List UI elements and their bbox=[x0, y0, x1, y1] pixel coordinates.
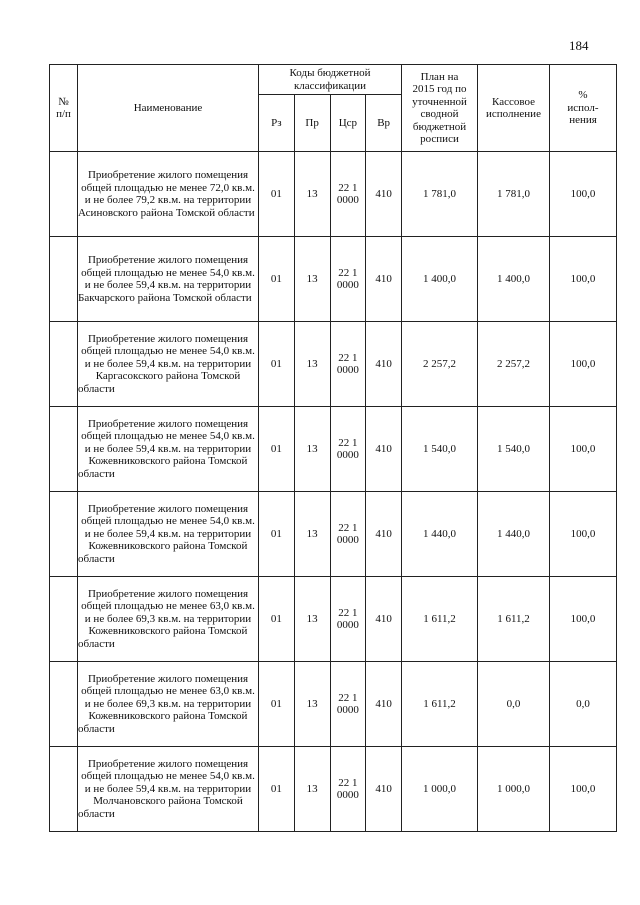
cell-plan: 1 611,2 bbox=[402, 577, 478, 662]
cell-plan: 1 440,0 bbox=[402, 492, 478, 577]
header-pr: Пр bbox=[294, 95, 330, 152]
cell-vr: 410 bbox=[366, 322, 402, 407]
header-rz: Рз bbox=[259, 95, 295, 152]
cell-name: Приобретение жилого помещения общей площадью не менее 54,0 кв.м. и не более 59,4 кв.м. на территории Бакчарского района Томской области bbox=[78, 237, 259, 322]
table-row bbox=[50, 407, 617, 492]
cell-rz: 01 bbox=[259, 747, 295, 832]
cell-number bbox=[50, 407, 78, 492]
cell-csr: 22 1 0000 bbox=[330, 662, 366, 747]
cell-csr: 22 1 0000 bbox=[330, 152, 366, 237]
cell-cash: 2 257,2 bbox=[478, 322, 550, 407]
cell-csr: 22 1 0000 bbox=[330, 577, 366, 662]
cell-pr: 13 bbox=[294, 322, 330, 407]
cell-rz: 01 bbox=[259, 577, 295, 662]
cell-percent: 100,0 bbox=[550, 577, 617, 662]
cell-csr: 22 1 0000 bbox=[330, 407, 366, 492]
cell-pr: 13 bbox=[294, 237, 330, 322]
cell-pr: 13 bbox=[294, 577, 330, 662]
cell-plan: 1 540,0 bbox=[402, 407, 478, 492]
cell-number bbox=[50, 237, 78, 322]
header-name: Наименование bbox=[78, 65, 259, 152]
cell-pr: 13 bbox=[294, 747, 330, 832]
cell-percent: 100,0 bbox=[550, 407, 617, 492]
header-number: № п/п bbox=[50, 65, 78, 152]
page-number: 184 bbox=[569, 38, 589, 53]
cell-cash: 1 400,0 bbox=[478, 237, 550, 322]
cell-cash: 1 611,2 bbox=[478, 577, 550, 662]
cell-pr: 13 bbox=[294, 152, 330, 237]
cell-percent: 0,0 bbox=[550, 662, 617, 747]
cell-plan: 1 611,2 bbox=[402, 662, 478, 747]
cell-name: Приобретение жилого помещения общей площадью не менее 54,0 кв.м. и не более 59,4 кв.м. на территории Каргасокского района Томской области bbox=[78, 322, 259, 407]
cell-plan: 2 257,2 bbox=[402, 322, 478, 407]
cell-name: Приобретение жилого помещения общей площадью не менее 54,0 кв.м. и не более 59,4 кв.м. на территории Кожевниковского района Томской области bbox=[78, 492, 259, 577]
table-row bbox=[50, 237, 617, 322]
cell-pr: 13 bbox=[294, 407, 330, 492]
cell-plan: 1 781,0 bbox=[402, 152, 478, 237]
cell-vr: 410 bbox=[366, 237, 402, 322]
cell-number bbox=[50, 492, 78, 577]
cell-plan: 1 000,0 bbox=[402, 747, 478, 832]
cell-name: Приобретение жилого помещения общей площадью не менее 54,0 кв.м. и не более 59,4 кв.м. на территории Кожевниковского района Томской области bbox=[78, 407, 259, 492]
cell-vr: 410 bbox=[366, 492, 402, 577]
cell-rz: 01 bbox=[259, 492, 295, 577]
cell-number bbox=[50, 577, 78, 662]
table-row bbox=[50, 577, 617, 662]
cell-number bbox=[50, 747, 78, 832]
cell-percent: 100,0 bbox=[550, 492, 617, 577]
cell-plan: 1 400,0 bbox=[402, 237, 478, 322]
cell-csr: 22 1 0000 bbox=[330, 747, 366, 832]
cell-pr: 13 bbox=[294, 492, 330, 577]
cell-csr: 22 1 0000 bbox=[330, 492, 366, 577]
cell-percent: 100,0 bbox=[550, 322, 617, 407]
table-row bbox=[50, 322, 617, 407]
cell-cash: 1 781,0 bbox=[478, 152, 550, 237]
header-budget-codes: Коды бюджетной классификации bbox=[259, 65, 402, 95]
header-cash-execution: Кассовое исполнение bbox=[478, 65, 550, 152]
cell-vr: 410 bbox=[366, 577, 402, 662]
cell-percent: 100,0 bbox=[550, 152, 617, 237]
cell-number bbox=[50, 152, 78, 237]
cell-vr: 410 bbox=[366, 662, 402, 747]
header-csr: Цср bbox=[330, 95, 366, 152]
header-vr: Вр bbox=[366, 95, 402, 152]
cell-percent: 100,0 bbox=[550, 237, 617, 322]
cell-rz: 01 bbox=[259, 237, 295, 322]
header-execution-percent: % испол- нения bbox=[550, 65, 617, 152]
cell-csr: 22 1 0000 bbox=[330, 322, 366, 407]
cell-rz: 01 bbox=[259, 662, 295, 747]
cell-vr: 410 bbox=[366, 747, 402, 832]
cell-name: Приобретение жилого помещения общей площадью не менее 63,0 кв.м. и не более 69,3 кв.м. на территории Кожевниковского района Томской области bbox=[78, 577, 259, 662]
cell-pr: 13 bbox=[294, 662, 330, 747]
cell-rz: 01 bbox=[259, 322, 295, 407]
table-row bbox=[50, 152, 617, 237]
cell-rz: 01 bbox=[259, 407, 295, 492]
cell-number bbox=[50, 662, 78, 747]
cell-percent: 100,0 bbox=[550, 747, 617, 832]
cell-rz: 01 bbox=[259, 152, 295, 237]
cell-name: Приобретение жилого помещения общей площадью не менее 54,0 кв.м. и не более 59,4 кв.м. на территории Молчановского района Томской области bbox=[78, 747, 259, 832]
table-header-row bbox=[50, 65, 617, 95]
cell-vr: 410 bbox=[366, 407, 402, 492]
cell-number bbox=[50, 322, 78, 407]
cell-cash: 1 440,0 bbox=[478, 492, 550, 577]
cell-vr: 410 bbox=[366, 152, 402, 237]
cell-cash: 1 000,0 bbox=[478, 747, 550, 832]
cell-name: Приобретение жилого помещения общей площадью не менее 72,0 кв.м. и не более 79,2 кв.м. на территории Асиновского района Томской области bbox=[78, 152, 259, 237]
table-row bbox=[50, 492, 617, 577]
cell-csr: 22 1 0000 bbox=[330, 237, 366, 322]
table-row bbox=[50, 662, 617, 747]
table-row bbox=[50, 747, 617, 832]
cell-cash: 1 540,0 bbox=[478, 407, 550, 492]
cell-name: Приобретение жилого помещения общей площадью не менее 63,0 кв.м. и не более 69,3 кв.м. на территории Кожевниковского района Томской области bbox=[78, 662, 259, 747]
header-plan: План на 2015 год по уточненной сводной бюджетной росписи bbox=[402, 65, 478, 152]
cell-cash: 0,0 bbox=[478, 662, 550, 747]
budget-execution-table bbox=[49, 64, 617, 832]
